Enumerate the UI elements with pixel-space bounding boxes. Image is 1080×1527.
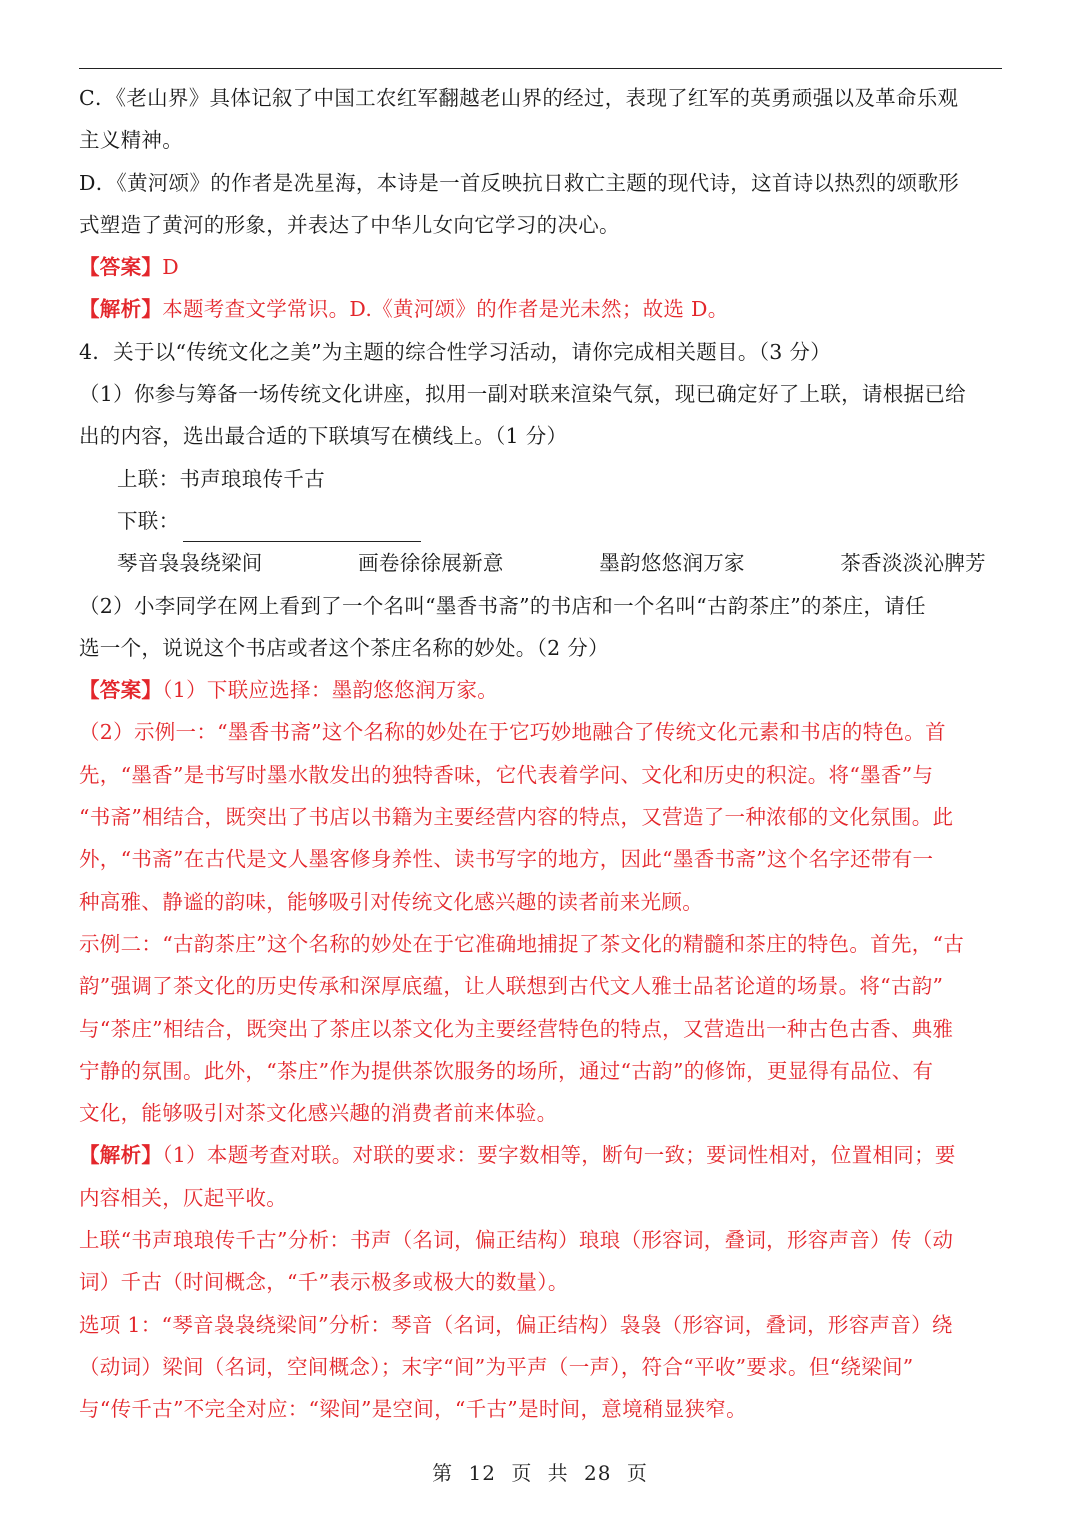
upper-couplet: 上联：书声琅琅传千古 (117, 466, 325, 491)
option-d-line-1: D．《黄河颂》的作者是冼星海，本诗是一首反映抗日救亡主题的现代诗，这首诗以热烈的颂歌形 (79, 170, 960, 195)
question-4-1-line-2: 出的内容，选出最合适的下联填写在横线上。（1 分） (79, 424, 568, 449)
answer-tag: 【答案】 (79, 678, 163, 703)
answer-text: D (162, 255, 179, 280)
example-2-line-1: 示例二：“古韵茶庄”这个名称的妙处在于它准确地捕捉了茶文化的精髓和茶庄的特色。首先，“古 (79, 931, 965, 956)
answer-text: （1）下联应选择：墨韵悠悠润万家。 (162, 678, 499, 703)
example-1-line-1: （2）示例一：“墨香书斋”这个名称的妙处在于它巧妙地融合了传统文化元素和书店的特色。首 (79, 720, 946, 745)
explanation-line-5: 选项 1：“琴音袅袅绕梁间”分析：琴音（名词，偏正结构）袅袅（形容词，叠词，形容声音）绕 (79, 1312, 953, 1337)
answer-tag: 【答案】 (79, 255, 163, 280)
example-1-line-5: 种高雅、静谧的韵味，能够吸引对传统文化感兴趣的读者前来光顾。 (79, 889, 703, 914)
page-total: 28 (584, 1461, 612, 1485)
explanation-tag: 【解析】 (79, 297, 163, 322)
footer-prefix: 第 (432, 1461, 454, 1485)
footer-page-word: 页 (511, 1461, 533, 1485)
option-c-line-2: 主义精神。 (79, 128, 183, 153)
page-content (79, 77, 1002, 1431)
page-footer (0, 1457, 1080, 1486)
example-1-line-3: “书斋”相结合，既突出了书店以书籍为主要经营内容的特点，又营造了一种浓郁的文化氛围。此 (79, 805, 954, 830)
explanation-text: 本题考查文学常识。D.《黄河颂》的作者是光未然；故选 D。 (162, 297, 729, 322)
footer-total-word: 共 (547, 1461, 569, 1485)
question-4-1-line-1: （1）你参与筹备一场传统文化讲座，拟用一副对联来渲染气氛，现已确定好了上联，请根据已给 (79, 382, 966, 407)
option-d-line-2: 式塑造了黄河的形象，并表达了中华儿女向它学习的决心。 (79, 212, 620, 237)
couplet-option-1: 琴音袅袅绕梁间 (117, 551, 263, 576)
couplet-option-4: 茶香淡淡沁脾芳 (840, 551, 986, 576)
explanation-q3 (79, 288, 1002, 330)
couplet-options (79, 542, 1002, 584)
explanation-line-3: 上联“书声琅琅传千古”分析：书声（名词，偏正结构）琅琅（形容词，叠词，形容声音）传（动 (79, 1228, 954, 1253)
example-2-line-4: 宁静的氛围。此外，“茶庄”作为提供茶饮服务的场所，通过“古韵”的修饰，更显得有品位、有 (79, 1058, 934, 1083)
example-2-line-5: 文化，能够吸引对茶文化感兴趣的消费者前来体验。 (79, 1101, 558, 1126)
example-1-line-4: 外，“书斋”在古代是文人墨客修身养性、读书写字的地方，因此“墨香书斋”这个名字还带有一 (79, 847, 934, 872)
footer-suffix: 页 (626, 1461, 648, 1485)
question-4: 4．关于以“传统文化之美”为主题的综合性学习活动，请你完成相关题目。（3 分） (79, 339, 832, 364)
answer-blank-line (183, 513, 421, 542)
answer-q3 (79, 246, 1002, 288)
explanation-line-4: 词）千古（时间概念，“千”表示极多或极大的数量）。 (79, 1270, 569, 1295)
couplet-option-3: 墨韵悠悠润万家 (599, 551, 745, 576)
example-1-line-2: 先，“墨香”是书写时墨水散发出的独特香味，它代表着学问、文化和历史的积淀。将“墨香”与 (79, 762, 934, 787)
question-4-2-line-1: （2）小李同学在网上看到了一个名叫“墨香书斋”的书店和一个名叫“古韵茶庄”的茶庄，请任 (79, 593, 926, 618)
header-rule (79, 68, 1002, 69)
example-2-line-3: 与“茶庄”相结合，既突出了茶庄以茶文化为主要经营特色的特点，又营造出一种古色古香、典雅 (79, 1016, 954, 1041)
explanation-tag: 【解析】 (79, 1143, 163, 1168)
explanation-line-6: （动词）梁间（名词，空间概念）；末字“间”为平声（一声），符合“平收”要求。但“绕梁间” (79, 1354, 914, 1379)
lower-couplet-label: 下联： (117, 508, 180, 533)
explanation-line-7: 与“传千古”不完全对应：“梁间”是空间，“千古”是时间，意境稍显狭窄。 (79, 1397, 747, 1422)
couplet-option-2: 画卷徐徐展新意 (358, 551, 504, 576)
page-number: 12 (468, 1461, 496, 1485)
explanation-text: （1）本题考查对联。对联的要求：要字数相等，断句一致；要词性相对，位置相同；要 (162, 1143, 956, 1168)
option-c-line-1: C．《老山界》具体记叙了中国工农红军翻越老山界的经过，表现了红军的英勇顽强以及革命乐观 (79, 86, 959, 110)
answer-q4 (79, 669, 1002, 711)
question-4-2-line-2: 选一个，说说这个书店或者这个茶庄名称的妙处。（2 分） (79, 635, 609, 660)
lower-couplet (79, 500, 1002, 542)
explanation-q4 (79, 1134, 1002, 1176)
example-2-line-2: 韵”强调了茶文化的历史传承和深厚底蕴，让人联想到古代文人雅士品茗论道的场景。将“古韵” (79, 974, 944, 999)
explanation-line-2: 内容相关，仄起平收。 (79, 1185, 287, 1210)
